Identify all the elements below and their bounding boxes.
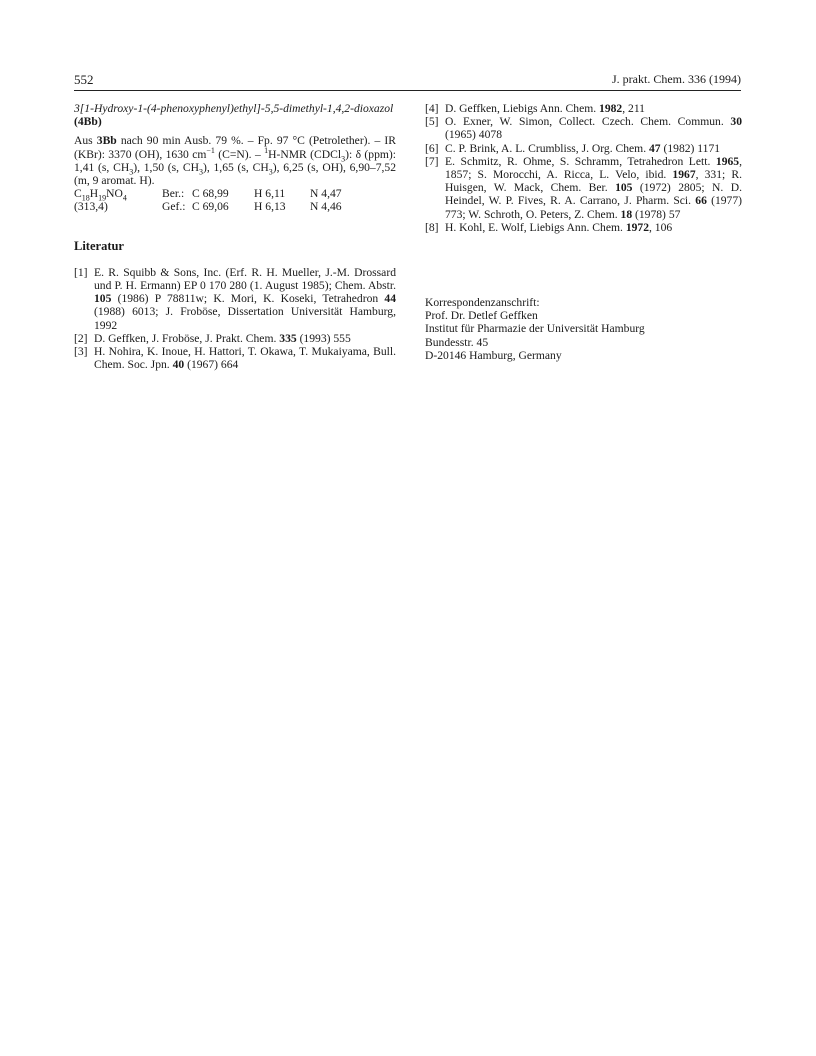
reference-text: E. R. Squibb & Sons, Inc. (Erf. R. H. Mueller, J.-M. Drossard und P. H. Ermann) EP 0 170 280 (1. August 1985); Chem. Abstr. 105 (1986) P 78811w; K. Mori, K. Koseki, Tetrahedron 44 (1988) 6013; J. Froböse, Dissertation Universität Hamburg, 1992 — [94, 265, 396, 332]
reference-text: H. Kohl, E. Wolf, Liebigs Ann. Chem. 1972, 106 — [445, 220, 673, 234]
analysis-label: Gef.: — [162, 200, 186, 214]
reference-item — [74, 332, 396, 345]
right-column — [425, 102, 742, 362]
reference-number: [1] — [74, 265, 88, 279]
analysis-row-calculated — [74, 187, 342, 200]
compound-name: 3[1-Hydroxy-1-(4-phenoxyphenyl)ethyl]-5,5-dimethyl-1,4,2-dioxazol — [74, 102, 394, 115]
correspondence-street: Bundesstr. 45 — [425, 335, 489, 349]
analysis-hydrogen: H 6,13 — [254, 200, 286, 214]
left-column — [74, 102, 396, 371]
reference-number: [7] — [425, 154, 439, 168]
correspondence-institute: Institut für Pharmazie der Universität Hamburg — [425, 322, 645, 336]
correspondence-address — [425, 296, 742, 362]
reference-number: [3] — [74, 345, 88, 359]
analysis-nitrogen: N 4,47 — [310, 187, 342, 201]
analysis-hydrogen: H 6,11 — [254, 187, 286, 201]
reference-number: [4] — [425, 102, 439, 115]
reference-text: D. Geffken, Liebigs Ann. Chem. 1982, 211 — [445, 102, 645, 115]
reference-number: [5] — [425, 115, 439, 129]
reference-item — [425, 221, 742, 234]
reference-item — [74, 266, 396, 332]
analysis-carbon: C 68,99 — [192, 187, 229, 201]
reference-item — [74, 345, 396, 371]
page-number: 552 — [74, 72, 94, 87]
correspondence-label: Korrespondenzanschrift: — [425, 296, 540, 310]
reference-number: [8] — [425, 220, 439, 234]
journal-reference: J. prakt. Chem. 336 (1994) — [612, 72, 741, 86]
molecular-formula: $C_{18}H_{19}NO_4$ — [74, 187, 127, 203]
analysis-row-found — [74, 200, 342, 213]
correspondence-name: Prof. Dr. Detlef Geffken — [425, 309, 538, 323]
molecular-weight: (313,4) — [74, 200, 108, 214]
reference-item — [425, 155, 742, 221]
reference-item — [425, 115, 742, 141]
reference-list-right — [425, 102, 742, 234]
reference-item — [425, 102, 742, 115]
analysis-carbon: C 69,06 — [192, 200, 229, 214]
reference-number: [6] — [425, 141, 439, 155]
compound-title — [74, 102, 396, 128]
analysis-nitrogen: N 4,46 — [310, 200, 342, 214]
reference-text: D. Geffken, J. Froböse, J. Prakt. Chem. 335 (1993) 555 — [94, 331, 351, 345]
correspondence-city: D-20146 Hamburg, Germany — [425, 348, 562, 362]
reference-list-left — [74, 266, 396, 372]
analysis-label: Ber.: — [162, 187, 185, 201]
elemental-analysis — [74, 187, 342, 213]
procedure-paragraph: Aus 3Bb nach 90 min Ausb. 79 %. – Fp. 97 °C (Petrolether). – IR (KBr): 3370 (OH), 1630 $cm^{-1}$ (C=N). – $^1$H-NMR (CDCl$_3$): δ (ppm): 1,41 (s, $CH_3$), 1,50 (s, $CH_3$), 1,65 (s, $CH_3$), 6,25 (s, OH), 6,90–7,52 (m, 9 aromat. H). — [74, 134, 397, 188]
page-header — [74, 70, 741, 91]
reference-text: H. Nohira, K. Inoue, H. Hattori, T. Okawa, T. Mukaiyama, Bull. Chem. Soc. Jpn. 40 (1967) 664 — [94, 345, 396, 372]
reference-item — [425, 142, 742, 155]
reference-number: [2] — [74, 331, 88, 345]
reference-text: O. Exner, W. Simon, Collect. Czech. Chem. Commun. 30 (1965) 4078 — [445, 115, 742, 142]
compound-code: (4Bb) — [74, 115, 102, 129]
reference-text: C. P. Brink, A. L. Crumbliss, J. Org. Chem. 47 (1982) 1171 — [445, 141, 721, 155]
literature-heading: Literatur — [74, 238, 124, 253]
reference-text: E. Schmitz, R. Ohme, S. Schramm, Tetrahedron Lett. 1965, 1857; S. Morocchi, A. Ricca, L. Velo, ibid. 1967, 331; R. Huisgen, W. Mack, Chem. Ber. 105 (1972) 2805; N. D. Heindel, W. P. Fives, R. A. Carrano, J. Pharm. Sci. 66 (1977) 773; W. Schroth, O. Peters, Z. Chem. 18 (1978) 57 — [445, 154, 742, 221]
